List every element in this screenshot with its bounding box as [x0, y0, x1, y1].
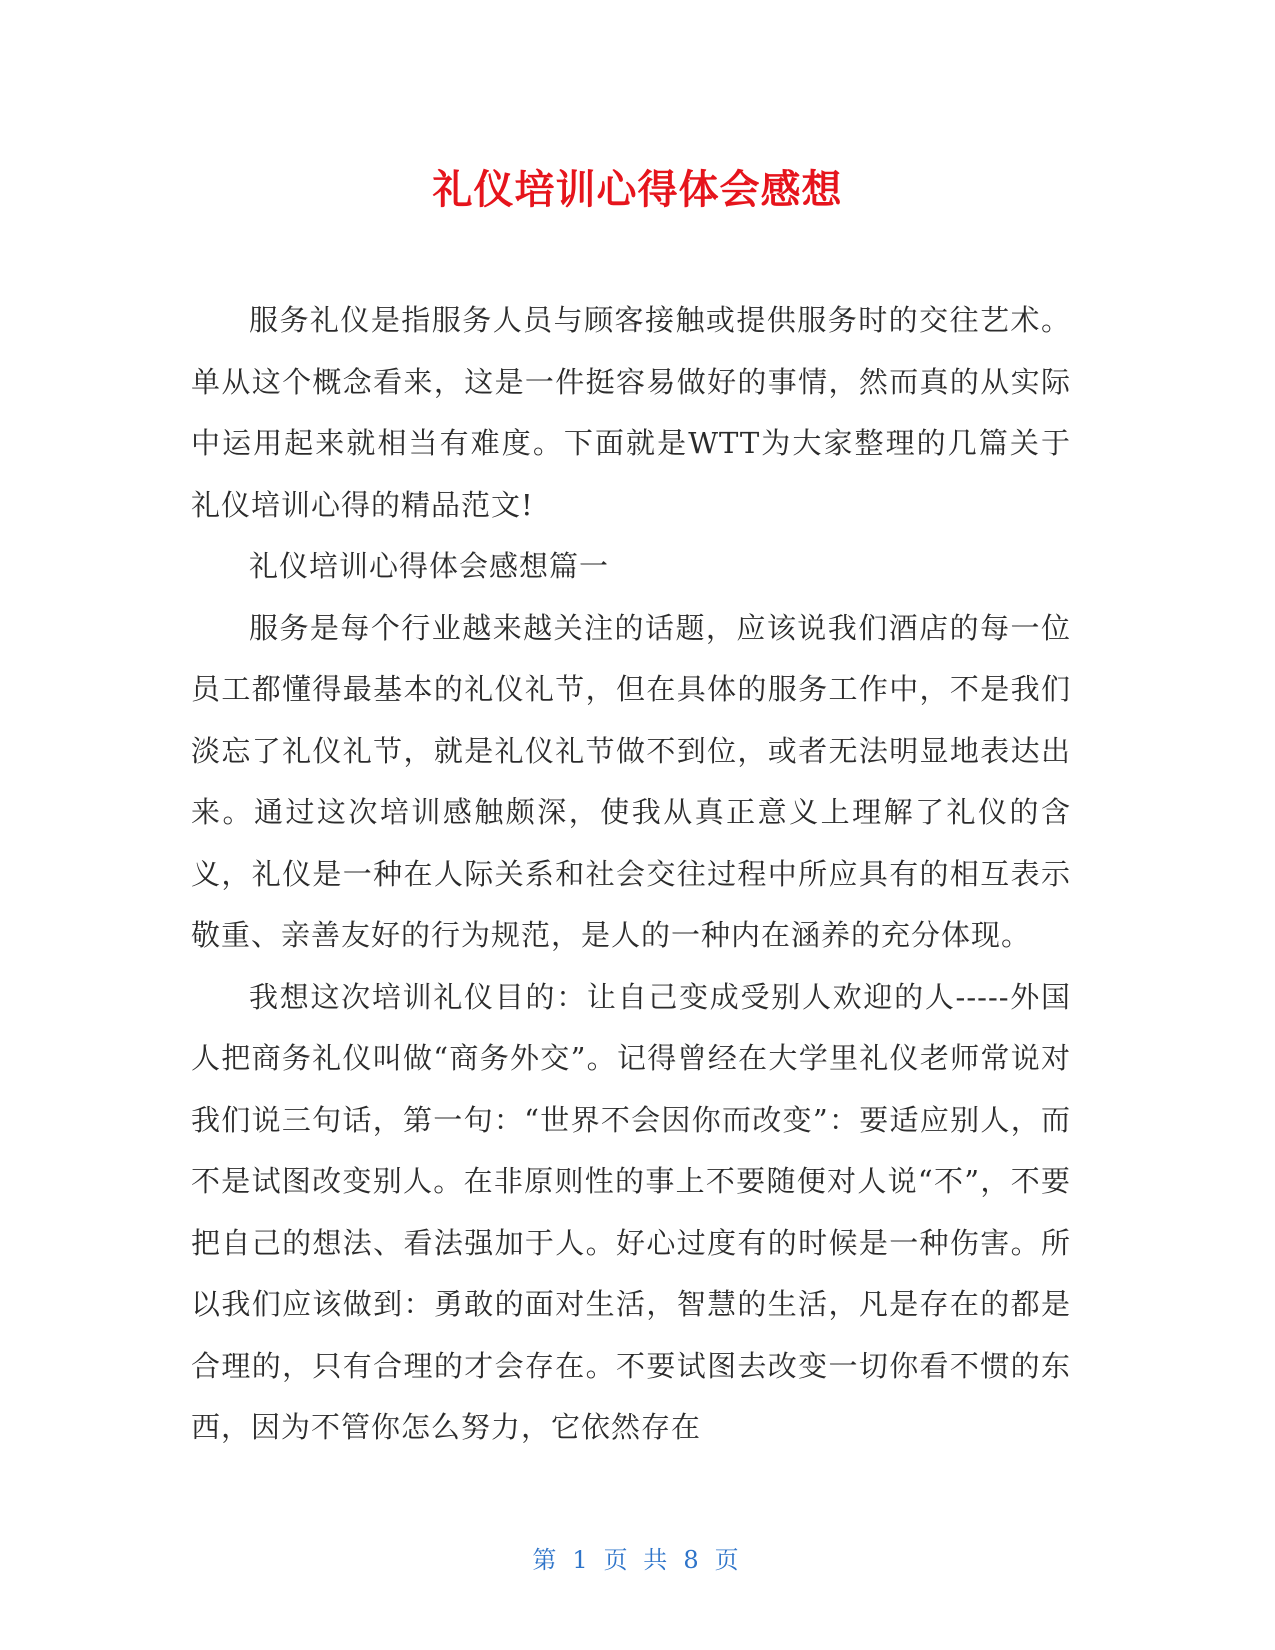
page-footer — [0, 1540, 1275, 1575]
footer-total-pages: 8 — [683, 1546, 703, 1574]
paragraph-intro: 服务礼仪是指服务人员与顾客接触或提供服务时的交往艺术。单从这个概念看来，这是一件挺容易做好的事情，然而真的从实际中运用起来就相当有难度。下面就是WTT为大家整理的几篇关于礼仪培训心得的精品范文! — [191, 303, 1071, 522]
document-title: 礼仪培训心得体会感想 — [432, 167, 843, 213]
footer-middle: 页 共 — [603, 1546, 672, 1574]
footer-current-page: 1 — [572, 1546, 592, 1574]
document-body — [191, 290, 1071, 1459]
footer-prefix: 第 — [532, 1546, 561, 1574]
section-heading: 礼仪培训心得体会感想篇一 — [249, 549, 610, 583]
footer-suffix: 页 — [714, 1546, 743, 1574]
paragraph-service: 服务是每个行业越来越关注的话题，应该说我们酒店的每一位员工都懂得最基本的礼仪礼节，但在具体的服务工作中，不是我们淡忘了礼仪礼节，就是礼仪礼节做不到位，或者无法明显地表达出来。通过这次培训感触颇深，使我从真正意义上理解了礼仪的含义，礼仪是一种在人际关系和社会交往过程中所应具有的相互表示敬重、亲善友好的行为规范，是人的一种内在涵养的充分体现。 — [191, 610, 1071, 952]
paragraph-purpose: 我想这次培训礼仪目的：让自己变成受别人欢迎的人-----外国人把商务礼仪叫做“商务外交”。记得曾经在大学里礼仪老师常说对我们说三句话，第一句：“世界不会因你而改变”：要适应别人，而不是试图改变别人。在非原则性的事上不要随便对人说“不”，不要把自己的想法、看法强加于人。好心过度有的时候是一种伤害。所以我们应该做到：勇敢的面对生活，智慧的生活，凡是存在的都是合理的，只有合理的才会存在。不要试图去改变一切你看不惯的东西，因为不管你怎么努力，它依然存在 — [191, 979, 1071, 1444]
